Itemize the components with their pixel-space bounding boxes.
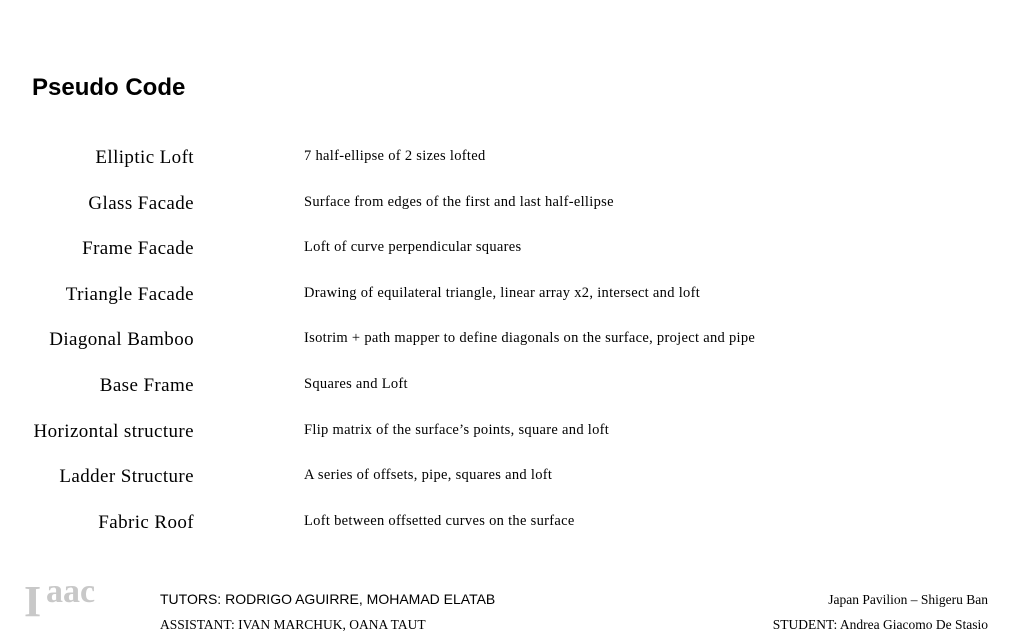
list-item	[0, 464, 1024, 510]
row-description: Surface from edges of the first and last half-ellipse	[304, 193, 614, 210]
row-description: Loft between offsetted curves on the surface	[304, 512, 575, 529]
list-item	[0, 282, 1024, 328]
svg-text:aac: aac	[46, 580, 96, 610]
svg-text:I: I	[24, 580, 42, 624]
list-item	[0, 510, 1024, 556]
row-term: Ladder Structure	[59, 466, 194, 488]
row-description: 7 half-ellipse of 2 sizes lofted	[304, 148, 486, 164]
row-description: Loft of curve perpendicular squares	[304, 239, 522, 256]
row-term: Triangle Facade	[65, 283, 194, 305]
row-description: Squares and Loft	[304, 375, 408, 392]
page-title: Pseudo Code	[32, 74, 186, 101]
row-description: Flip matrix of the surface’s points, square and loft	[304, 421, 610, 438]
list-item	[0, 236, 1024, 282]
student-credit: STUDENT: Andrea Giacomo De Stasio	[772, 617, 988, 632]
list-item	[0, 145, 1024, 191]
row-description: Drawing of equilateral triangle, linear array x2, intersect and loft	[304, 284, 701, 301]
row-description: A series of offsets, pipe, squares and loft	[304, 467, 553, 484]
pseudo-code-list	[0, 145, 1024, 555]
row-term: Frame Facade	[82, 238, 194, 260]
assistant-credit: ASSISTANT: IVAN MARCHUK, OANA TAUT	[160, 617, 426, 632]
iaac-logo	[24, 580, 136, 629]
list-item	[0, 327, 1024, 373]
row-term: Base Frame	[99, 374, 194, 396]
list-item	[0, 191, 1024, 237]
row-term: Fabric Roof	[98, 511, 194, 533]
row-term: Elliptic Loft	[95, 147, 194, 168]
tutors-credit: TUTORS: RODRIGO AGUIRRE, MOHAMAD ELATAB	[160, 591, 496, 607]
row-term: Diagonal Bamboo	[49, 329, 194, 351]
row-description: Isotrim + path mapper to define diagonals on the surface, project and pipe	[304, 330, 756, 347]
project-title: Japan Pavilion – Shigeru Ban	[828, 592, 988, 607]
row-term: Glass Facade	[88, 192, 194, 214]
list-item	[0, 373, 1024, 419]
list-item	[0, 419, 1024, 465]
row-term: Horizontal structure	[33, 420, 194, 442]
